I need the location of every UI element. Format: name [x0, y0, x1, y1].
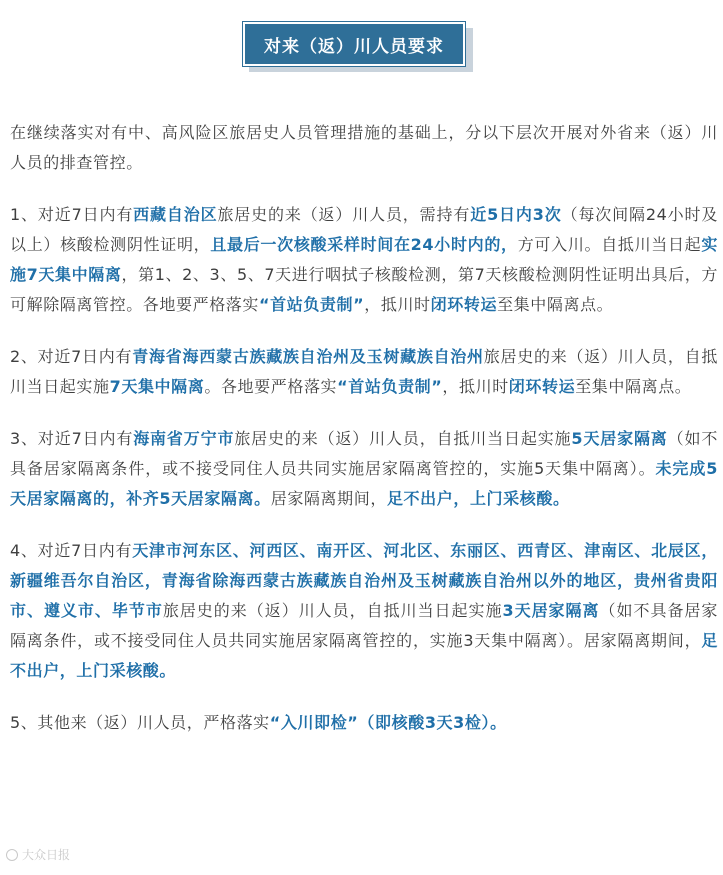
highlighted-text: 闭环转运: [430, 295, 498, 314]
body-text: 。各地要严格落实: [204, 377, 338, 396]
body-text: 居家隔离期间，: [270, 489, 387, 508]
paragraph-5: [10, 708, 718, 738]
body-text: 旅居史的来（返）川人员，自抵川当日起实施: [10, 347, 718, 396]
body-text: ，第1、2、3、5、7天进行咽拭子核酸检测，第7天核酸检测阴性证明出具后，方可解除隔离管控。各地要严格落实: [10, 265, 718, 314]
highlighted-text: 且最后一次核酸采样时间在24小时内的，: [210, 235, 518, 254]
paragraph-1: [10, 200, 718, 320]
body-text: （如不具备居家隔离条件，或不接受同住人员共同实施居家隔离管控的，实施3天集中隔离）。居家隔离期间，: [10, 601, 719, 650]
body-text: （每次间隔24小时及以上）核酸检测阴性证明，: [10, 205, 718, 254]
highlighted-text: 闭环转运: [508, 377, 576, 396]
body-text: 至集中隔离点。: [575, 377, 692, 396]
highlighted-text: “首站负责制”: [259, 295, 365, 314]
paragraph-3: [10, 424, 718, 514]
body-text: 方可入川。自抵川当日起: [517, 235, 702, 254]
watermark-logo-icon: [6, 849, 18, 861]
body-text: 1、对近7日内有: [10, 205, 134, 224]
paragraph-2: [10, 342, 718, 402]
highlighted-text: 3天居家隔离: [502, 601, 600, 620]
highlighted-text: 西藏自治区: [133, 205, 218, 224]
highlighted-text: 7天集中隔离: [109, 377, 205, 396]
article-body: [10, 118, 718, 760]
highlighted-text: 海南省万宁市: [133, 429, 235, 448]
highlighted-text: 天津市河东区、河西区、南开区、河北区、东丽区、西青区、津南区、北辰区，新疆维吾尔自治区，青海省除海西蒙古族藏族自治州及玉树藏族自治州以外的地区，贵州省贵阳市、遵义市、毕节市: [10, 541, 718, 620]
paragraph-4: [10, 536, 718, 686]
highlighted-text: 足不出户，上门采核酸。: [10, 631, 718, 680]
highlighted-text: “入川即检”（即核酸3天3检）。: [269, 713, 507, 732]
body-text: ，抵川时: [364, 295, 431, 314]
watermark: [6, 846, 70, 863]
highlighted-text: 近5日内3次: [470, 205, 562, 224]
watermark-text: 大众日报: [22, 848, 71, 862]
body-text: 旅居史的来（返）川人员，需持有: [217, 205, 471, 224]
title-banner: [243, 22, 473, 72]
body-text: ，抵川时: [442, 377, 509, 396]
intro-paragraph: 在继续落实对有中、高风险区旅居史人员管理措施的基础上，分以下层次开展对外省来（返）川人员的排查管控。: [10, 123, 718, 172]
body-text: 至集中隔离点。: [497, 295, 614, 314]
page-title: 对来（返）川人员要求: [243, 22, 465, 66]
body-text: 4、对近7日内有: [10, 541, 133, 560]
body-text: 3、对近7日内有: [10, 429, 134, 448]
highlighted-text: 5天居家隔离: [571, 429, 668, 448]
body-text: 旅居史的来（返）川人员，自抵川当日起实施: [162, 601, 503, 620]
body-text: 2、对近7日内有: [10, 347, 133, 366]
highlighted-text: “首站负责制”: [337, 377, 443, 396]
highlighted-text: 未完成5天居家隔离的，补齐5天居家隔离。: [10, 459, 718, 508]
highlighted-text: 青海省海西蒙古族藏族自治州及玉树藏族自治州: [132, 347, 484, 366]
highlighted-text: 足不出户，上门采核酸。: [386, 489, 570, 508]
body-text: （如不具备居家隔离条件，或不接受同住人员共同实施居家隔离管控的，实施5天集中隔离）。: [10, 429, 718, 478]
body-text: 旅居史的来（返）川人员，自抵川当日起实施: [234, 429, 572, 448]
body-text: 5、其他来（返）川人员，严格落实: [10, 713, 270, 732]
highlighted-text: 实施7天集中隔离: [10, 235, 718, 284]
